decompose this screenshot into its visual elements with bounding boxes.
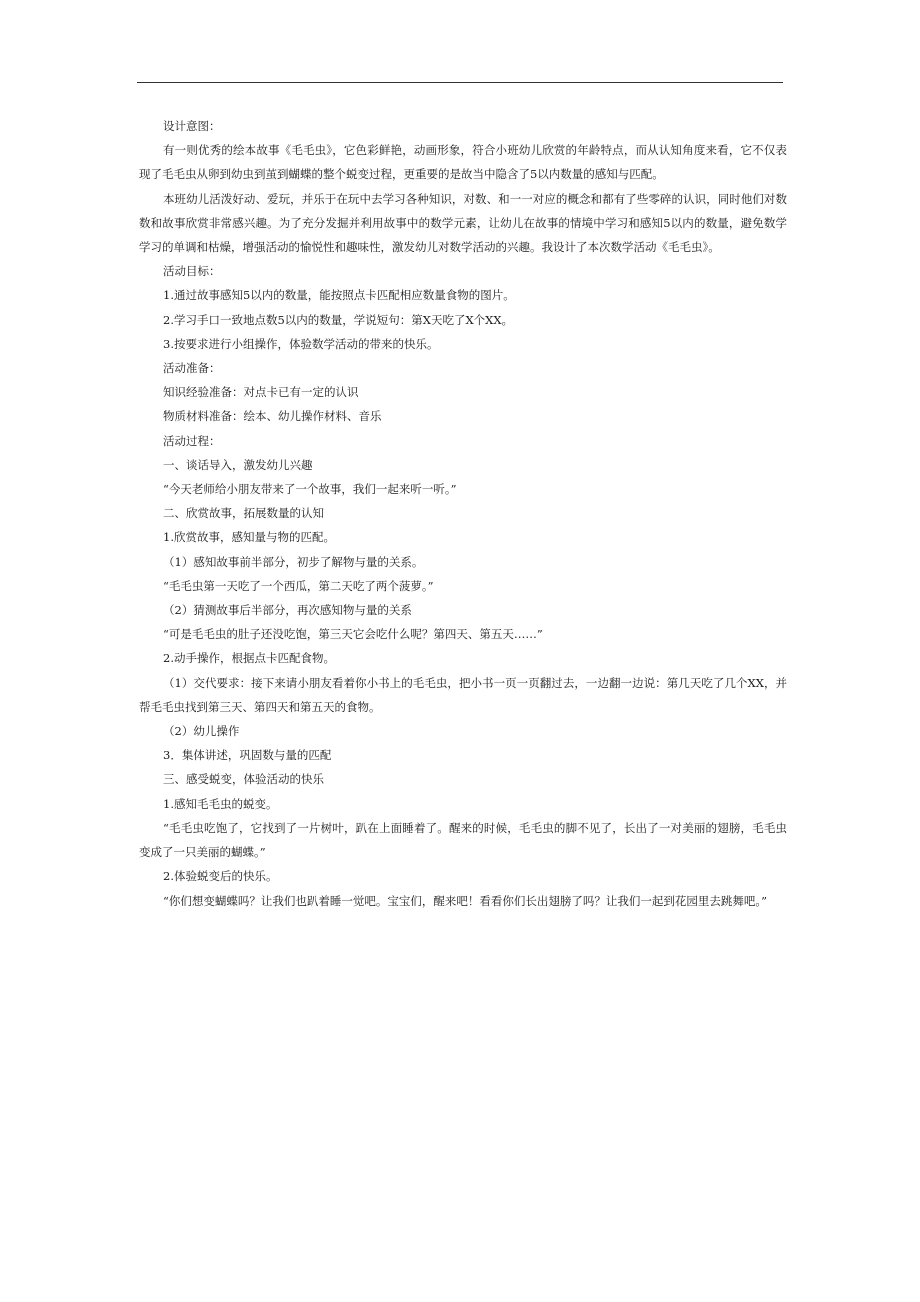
paragraph-goal-1: 1.通过故事感知5以内的数量，能按照点卡匹配相应数量食物的图片。: [163, 288, 515, 303]
paragraph-step-3: 三、感受蜕变，体验活动的快乐: [163, 772, 324, 787]
paragraph-heading-goals: 活动目标：: [163, 264, 221, 279]
paragraph-step-3-1: 1.感知毛毛虫的蜕变。: [163, 796, 278, 811]
paragraph-goal-2: 2.学习手口一致地点数5以内的数量，学说短句：第X天吃了X个XX。: [163, 312, 514, 327]
paragraph-para-intro-2: 本班幼儿活泼好动、爱玩，并乐于在玩中去学习各种知识，对数、和一一对应的概念和都有了些零碎的认识，同时他们对数数和故事欣赏非常感兴趣。为了充分发掘并利用故事中的数学元素，让幼儿在故事的情境中学习和感知5以内的数量，避免数学学习的单调和枯燥，增强活动的愉悦性和趣味性，激发幼儿对数学活动的兴趣。我设计了本次数学活动《毛毛虫》。: [139, 191, 787, 255]
paragraph-step-3-1-quote: “毛毛虫吃饱了，它找到了一片树叶，趴在上面睡着了。醒来的时候，毛毛虫的脚不见了，长出了一对美丽的翅膀，毛毛虫变成了一只美丽的蝴蝶。”: [139, 820, 787, 860]
paragraph-prep-knowledge: 知识经验准备：对点卡已有一定的认识: [163, 385, 359, 400]
paragraph-step-2: 二、欣赏故事，拓展数量的认知: [163, 506, 324, 521]
paragraph-step-2-2-b: （2）幼儿操作: [163, 724, 240, 739]
paragraph-goal-3: 3.按要求进行小组操作，体验数学活动的带来的快乐。: [163, 336, 439, 351]
header-rule: [137, 82, 783, 83]
document-body: [139, 114, 787, 913]
paragraph-step-2-1-b-quote: “可是毛毛虫的肚子还没吃饱，第三天它会吃什么呢？第四天、第五天……”: [163, 627, 543, 642]
paragraph-step-2-1: 1.欣赏故事，感知量与物的匹配。: [163, 530, 335, 545]
paragraph-step-2-1-b: （2）猜测故事后半部分，再次感知物与量的关系: [163, 603, 412, 618]
paragraph-prep-materials: 物质材料准备：绘本、幼儿操作材料、音乐: [163, 409, 382, 424]
paragraph-step-2-1-a: （1）感知故事前半部分，初步了解物与量的关系。: [163, 554, 424, 569]
paragraph-step-2-2-a: （1）交代要求：接下来请小朋友看着你小书上的毛毛虫，把小书一页一页翻过去，一边翻一边说：第几天吃了几个XX，并帮毛毛虫找到第三天、第四天和第五天的食物。: [139, 675, 787, 714]
paragraph-step-2-2: 2.动手操作，根据点卡匹配食物。: [163, 651, 335, 666]
paragraph-step-2-1-a-quote: “毛毛虫第一天吃了一个西瓜，第二天吃了两个菠萝。”: [163, 578, 434, 593]
paragraph-heading-process: 活动过程：: [163, 433, 221, 448]
paragraph-heading-design-intent: 设计意图：: [163, 119, 221, 133]
paragraph-step-2-3: 3．集体讲述，巩固数与量的匹配: [163, 748, 332, 763]
paragraph-heading-prep: 活动准备：: [163, 361, 221, 376]
paragraph-para-intro-1: 有一则优秀的绘本故事《毛毛虫》，它色彩鲜艳，动画形象，符合小班幼儿欣赏的年龄特点，而从认知角度来看，它不仅表现了毛毛虫从卵到幼虫到茧到蝴蝶的整个蜕变过程，更重要的是故当中隐含了5以内数量的感知与匹配。: [139, 143, 787, 182]
paragraph-step-1: 一、谈话导入，激发幼儿兴趣: [163, 457, 313, 472]
paragraph-step-3-2-quote: “你们想变蝴蝶吗？让我们也趴着睡一觉吧。宝宝们，醒来吧！看看你们长出翅膀了吗？让我们一起到花园里去跳舞吧。”: [163, 893, 768, 908]
paragraph-step-3-2: 2.体验蜕变后的快乐。: [163, 869, 278, 884]
paragraph-step-1-quote: “今天老师给小朋友带来了一个故事，我们一起来听一听。”: [163, 482, 457, 497]
